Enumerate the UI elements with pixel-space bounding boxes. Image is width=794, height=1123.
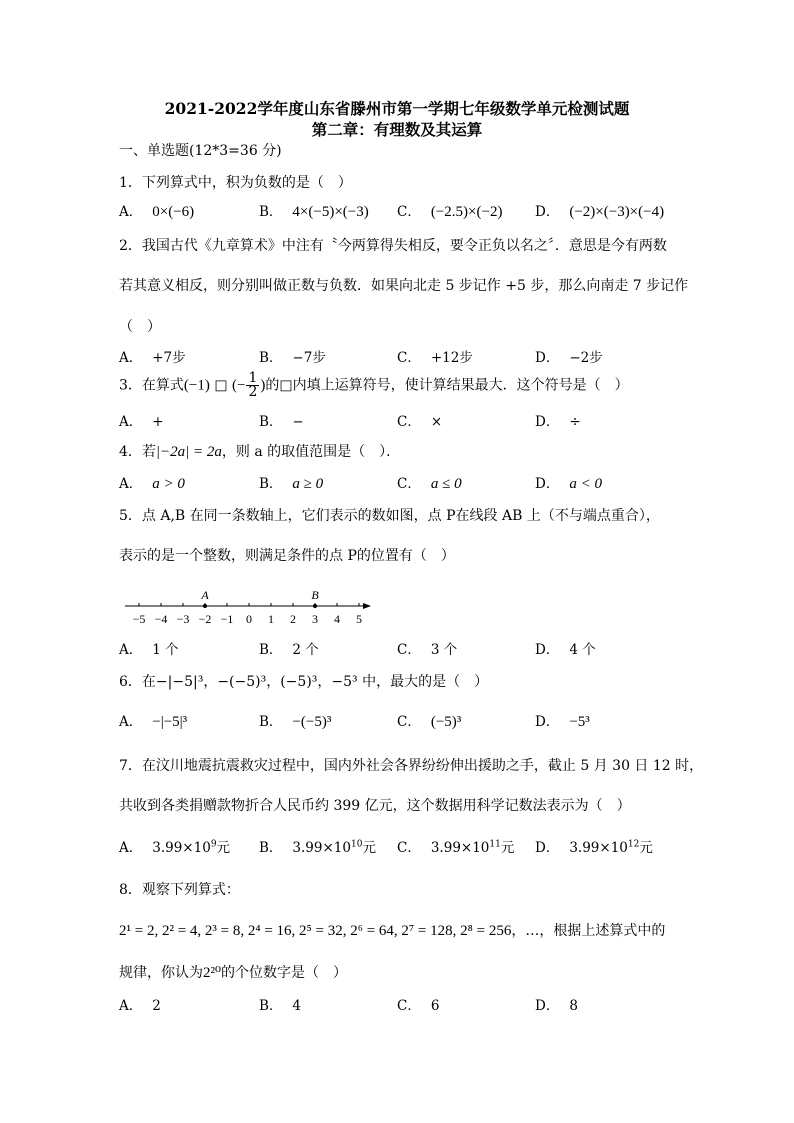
q7-option-b[interactable]: B． $3.99\times 10^{10}$元 [259,839,376,856]
q2-options [119,346,679,368]
q6-option-a[interactable]: A． −|−5|³ [119,714,188,730]
q3-option-c[interactable]: C． × [397,414,443,430]
q4-option-b[interactable]: B． a ≥ 0 [259,476,324,492]
q6-option-c[interactable]: C． (−5)³ [397,714,462,730]
q5-line1: 5．点 A,B 在同一条数轴上，它们表示的数如图，点 P在线段 AB 上（不与端点重合）， [119,508,660,524]
q1-options [119,200,679,222]
point-b-dot [313,604,317,608]
axis-tick-label: −4 [154,612,168,626]
number-line-figure [119,582,379,630]
q7-line2: 共收到各类捐赠款物折合人民币约 399 亿元，这个数据用科学记数法表示为（ ） [119,798,631,814]
q3-stem: 3．在算式(−1) □ (− $\frac{1}{2}$ )的□内填上运算符号，使计算结果最大．这个符号是（ ） [119,370,629,400]
axis-tick-label: 5 [356,612,362,626]
axis-tick-label: 2 [290,612,296,626]
q6-option-b[interactable]: B． −(−5)³ [259,714,332,730]
axis-tick-label: 0 [246,612,252,626]
q4-option-d[interactable]: D． a < 0 [535,476,602,492]
q7-option-c[interactable]: C． $3.99\times 10^{11}$元 [397,839,515,856]
axis-tick-label: 1 [268,612,274,626]
axis-tick-label: −2 [198,612,212,626]
q6-options [119,710,679,732]
q5-option-d[interactable]: D． 4 个 [535,642,596,658]
q2-line3: （ ） [119,319,161,335]
point-a-label: A [201,588,209,602]
q3-option-b[interactable]: B． − [259,414,304,430]
axis-tick-label: 3 [312,612,318,626]
q8-option-d[interactable]: D． 8 [535,998,578,1014]
exam-title: 2021-2022学年度山东省滕州市第一学期七年级数学单元检测试题 [164,99,630,118]
axis-tick-label: −5 [132,612,146,626]
q1-option-b[interactable]: B． 4×(−5)×(−3) [259,204,369,220]
q8-powers: 2¹ = 2, 2² = 4, 2³ = 8, 2⁴ = 16, 2⁵ = 32, 2⁶ = 64, 2⁷ = 128, 2⁸ = 256，…，根据上述算式中的 [119,923,666,939]
q4-stem: 4．若|−2a| = 2a，则 a 的取值范围是（ ）． [119,444,401,460]
q1-option-d[interactable]: D． (−2)×(−3)×(−4) [535,204,665,220]
q5-line2: 表示的是一个整数，则满足条件的点 P的位置有（ ） [119,548,455,564]
q3-option-a[interactable]: A． + [119,414,164,430]
q1-stem: 1．下列算式中，积为负数的是（ ） [119,175,352,191]
q7-options [119,836,679,858]
q5-options [119,638,679,660]
q6-stem: 6．在−|−5|³，−(−5)³，(−5)³，−5³ 中，最大的是（ ） [119,674,489,690]
q8-option-a[interactable]: A． 2 [119,998,161,1014]
q3-option-d[interactable]: D． ÷ [535,414,581,430]
q5-option-b[interactable]: B． 2 个 [259,642,319,658]
axis-tick-label: 4 [334,612,340,626]
axis-tick-label: −1 [220,612,234,626]
q8-option-b[interactable]: B． 4 [259,998,302,1014]
axis-arrow-icon [363,603,371,609]
point-b-label: B [311,588,319,602]
q2-option-c[interactable]: C． +12步 [397,350,473,366]
q8-stem: 8．观察下列算式： [119,882,240,898]
q2-option-a[interactable]: A． +7步 [119,350,186,366]
q1-option-a[interactable]: A． 0×(−6) [119,204,195,220]
q3-operator-box: □ [214,377,228,394]
q7-option-d[interactable]: D． $3.99\times 10^{12}$元 [535,839,653,856]
axis-tick-label: −3 [176,612,190,626]
q2-option-d[interactable]: D． −2步 [535,350,603,366]
q8-option-c[interactable]: C． 6 [397,998,440,1014]
point-a-dot [203,604,207,608]
q3-fraction: $\frac{1}{2}$ [248,370,258,400]
section-heading: 一、单选题(12*3=36 分) [119,143,282,159]
q2-option-b[interactable]: B． −7步 [259,350,326,366]
q8-line3: 规律，你认为2²⁰的个位数字是（ ） [119,965,348,981]
q8-options [119,994,679,1016]
q2-line1: 2．我国古代《九章算术》中注有〝今两算得失相反，要令正负以名之〞．意思是今有两数 [119,238,667,254]
q4-option-a[interactable]: A． a > 0 [119,476,185,492]
q4-options [119,472,679,494]
q7-option-a[interactable]: A． $3.99\times 10^9$元 [119,839,231,856]
q2-line2: 若其意义相反，则分别叫做正数与负数．如果向北走 5 步记作 +5 步，那么向南走 7 步记作 [119,278,689,294]
q6-option-d[interactable]: D． −5³ [535,714,590,730]
q3-options [119,410,679,432]
q5-option-c[interactable]: C． 3 个 [397,642,458,658]
chapter-title: 第二章：有理数及其运算 [311,120,483,139]
q5-option-a[interactable]: A． 1 个 [119,642,179,658]
q1-option-c[interactable]: C． (−2.5)×(−2) [397,204,503,220]
q7-line1: 7．在汶川地震抗震救灾过程中，国内外社会各界纷纷伸出援助之手，截止 5 月 30 日 12 时， [119,758,704,774]
q4-option-c[interactable]: C． a ≤ 0 [397,476,462,492]
